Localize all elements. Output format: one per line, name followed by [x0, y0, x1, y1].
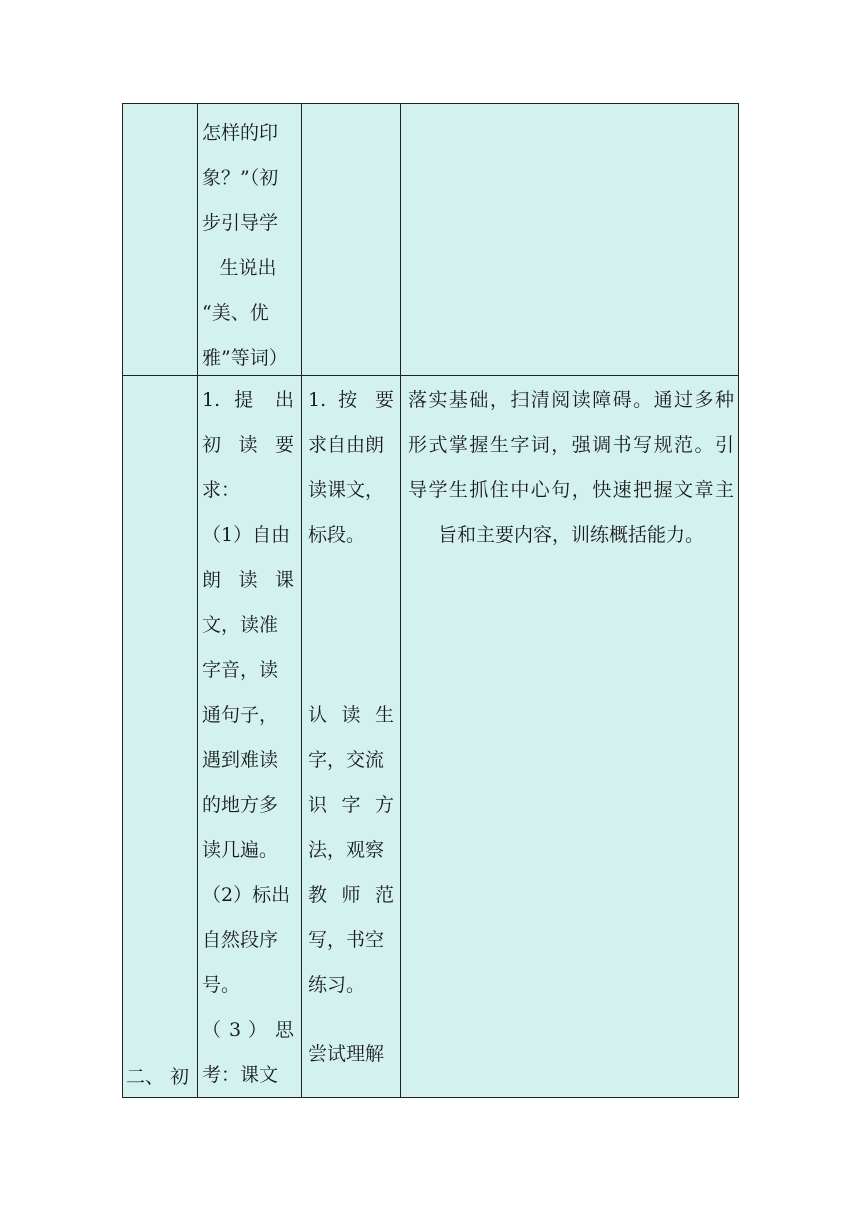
text-line: 号。: [202, 974, 241, 996]
row2-design-intent: [408, 378, 734, 558]
text-line: 1. 提 出: [202, 389, 294, 411]
text-line: 标段。: [308, 524, 366, 546]
text-line: 字，交流: [308, 749, 385, 771]
text-line: 教 师 范: [308, 884, 394, 906]
text-line: 练习。: [308, 974, 366, 996]
row1-teacher-activity: [202, 111, 294, 381]
section-title: 二、 初: [126, 1066, 190, 1088]
text-line: 形式掌握生字词，强调书写规范。引: [408, 434, 734, 456]
text-line: 通句子，: [202, 704, 279, 726]
col-border-5: [738, 103, 739, 1098]
row2-teacher-activity: [202, 378, 294, 1098]
text-line: 生说出: [219, 257, 277, 279]
row2-student-activity-3: [308, 1032, 394, 1077]
text-line: 尝试理解: [308, 1043, 385, 1065]
text-line: 旨和主要内容，训练概括能力。: [437, 524, 704, 546]
text-line: “美、优: [202, 302, 269, 324]
text-line: 落实基础，扫清阅读障碍。通过多种: [408, 389, 734, 411]
col-border-1: [122, 103, 123, 1098]
text-line: 象？”（初: [202, 167, 279, 189]
text-line: 朗 读 课: [202, 569, 294, 591]
text-line: 认 读 生: [308, 704, 394, 726]
text-line: 读几遍。: [202, 839, 279, 861]
text-line: （2）标出: [202, 884, 291, 906]
row2-student-activity-2: [308, 693, 394, 1008]
text-line: 遇到难读: [202, 749, 279, 771]
text-line: 求自由朗: [308, 434, 385, 456]
text-line: 导学生抓住中心句，快速把握文章主: [408, 479, 734, 501]
col-border-3: [301, 103, 302, 1098]
text-line: 文，读准: [202, 614, 279, 636]
text-line: 雅”等词）: [202, 347, 288, 369]
text-line: 步引导学: [202, 212, 279, 234]
text-line: 考：课文: [202, 1064, 279, 1086]
text-line: 读课文，: [308, 479, 385, 501]
text-line: 初 读 要: [202, 434, 294, 456]
text-line: 法，观察: [308, 839, 385, 861]
col-border-4: [400, 103, 401, 1098]
row2-student-activity-1: [308, 378, 394, 558]
table-top-border: [122, 103, 739, 104]
text-line: 的地方多: [202, 794, 279, 816]
text-line: （ 3 ） 思: [202, 1019, 294, 1041]
text-line: 写，书空: [308, 929, 385, 951]
text-line: 求：: [202, 479, 241, 501]
text-line: 识 字 方: [308, 794, 394, 816]
lesson-plan-table: [122, 103, 739, 1098]
text-line: 自然段序: [202, 929, 279, 951]
text-line: （1）自由: [202, 524, 291, 546]
text-line: 怎样的印: [202, 122, 279, 144]
text-line: 1. 按 要: [308, 389, 394, 411]
section-label: [126, 1055, 196, 1100]
text-line: 字音，读: [202, 659, 279, 681]
col-border-2: [197, 103, 198, 1098]
